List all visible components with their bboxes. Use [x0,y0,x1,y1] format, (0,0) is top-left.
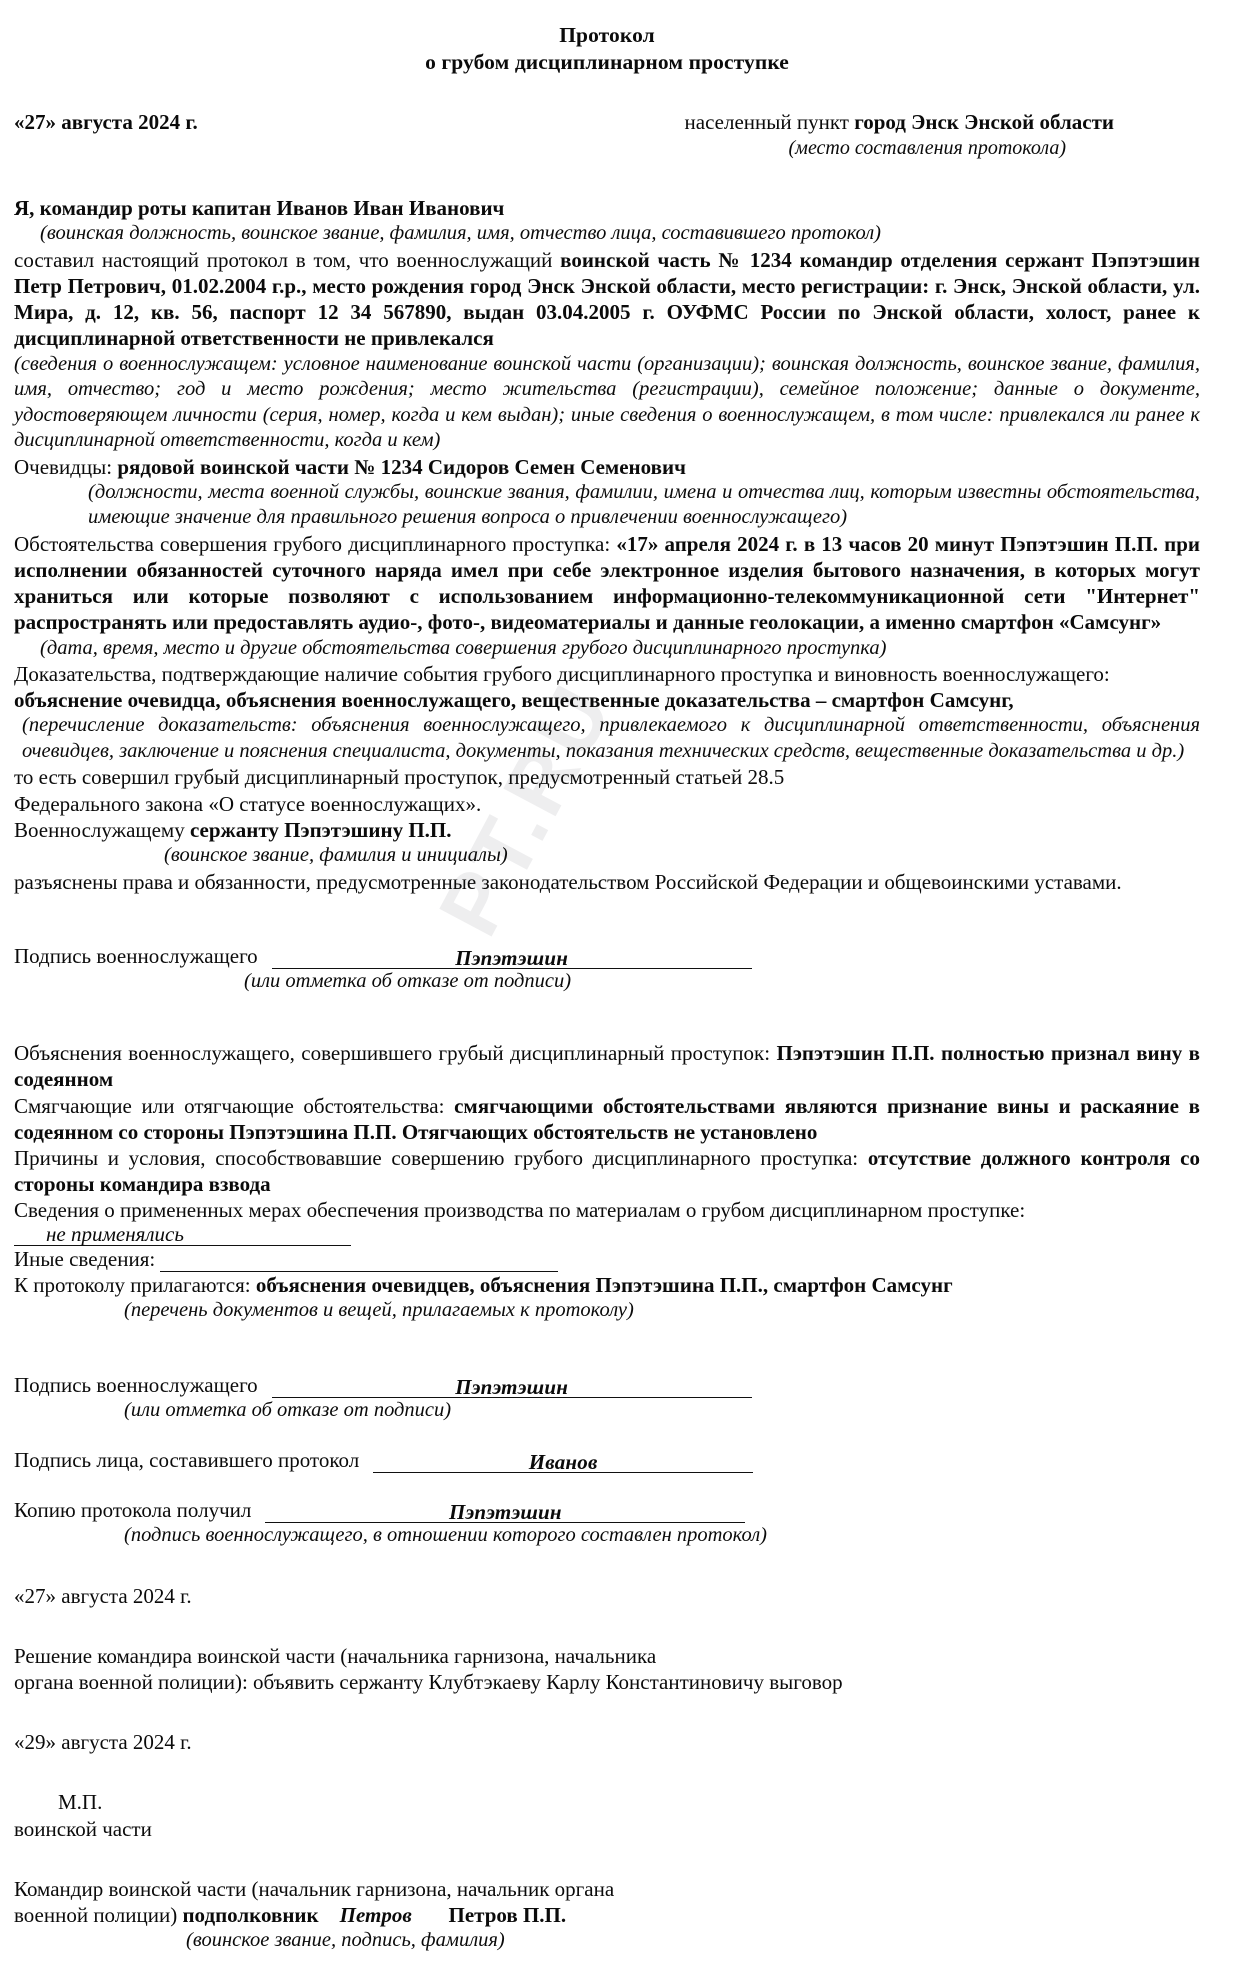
title-line-2: о грубом дисциплинарном проступке [425,50,789,74]
measures-label: Сведения о примененных мерах обеспечения производства по материалам о грубом дисциплинарном проступке: [14,1198,1026,1223]
evidence-label: Доказательства, подтверждающие наличие события грубого дисциплинарного проступка и виновность военнослужащего: [14,662,1110,687]
mitigating-value: смягчающими обстоятельствами являются признание вины и раскаяние в содеянном со стороны Пэпэтэшина П.П. Отягчающих обстоятельств не установлено [14,1093,1200,1144]
document-date: «27» августа 2024 г. [14,110,198,134]
decision-line-2-value: объявить сержанту Клубтэкаеву Карлу Константиновичу выговор [253,1669,843,1694]
article-line-1: то есть совершил грубый дисциплинарный проступок, предусмотренный статьей 28.5 [14,765,785,790]
subject-value: воинской часть № 1234 командир отделения сержант Пэпэтэшин Петр Петрович, 01.02.2004 г.р., место рождения город Энск Энской области, место регистрации: г. Энск, Энской области, ул. Мира, д. 12, кв. 56, паспорт 12 34 567890, выдан 03.04.2005 г. ОУФМС России по Энской области, холост, ранее к дисциплинарной ответственности не привлекался [14,247,1200,351]
witnesses-line [14,454,1200,480]
mitigating-paragraph [14,1093,1200,1145]
rights-subject [14,817,1200,843]
attachments-hint: (перечень документов и вещей, прилагаемых к протоколу) [124,1299,634,1322]
signature-2-hint: (или отметка об отказе от подписи) [124,1398,452,1421]
signature-row-1 [14,941,1200,969]
signature-2-label: Подпись военнослужащего [14,1372,258,1397]
title-line-1: Протокол [559,23,655,47]
circumstances-label: Обстоятельства совершения грубого дисциплинарного проступка: [14,531,617,556]
watermark: PT.RU [420,668,632,951]
measures-field[interactable] [14,1221,1200,1246]
evidence-value: объяснение очевидца, объяснения военнослужащего, вещественные доказательства – смартфон Самсунг, [14,688,1014,713]
evidence-hint: (перечисление доказательств: объяснения военнослужащего, привлекаемого к дисциплинарной ответственности, объяснения очевидцев, заключение и пояснения специалиста, документы, показания технических средств, вещественные доказательства и др.) [22,714,1200,762]
page-title [14,22,1200,76]
signature-3-field[interactable] [373,1445,753,1473]
explanations-paragraph [14,1040,1200,1092]
signature-row-4 [14,1495,1200,1523]
signature-4-field[interactable] [265,1495,745,1523]
witnesses-value: рядовой воинской части № 1234 Сидоров Семен Семенович [117,454,686,479]
commander-hint: (воинское звание, подпись, фамилия) [186,1929,505,1952]
document-place [685,109,1114,161]
other-info-field[interactable] [160,1253,558,1272]
causes-label: Причины и условия, способствовавшие совершению грубого дисциплинарного проступка: [14,1146,868,1171]
commander-rank: подполковник [182,1903,319,1927]
causes-value: отсутствие должного контроля со стороны командира взвода [14,1146,1200,1197]
circumstances-value: «17» апреля 2024 г. в 13 часов 20 минут Пэпэтэшин П.П. при исполнении обязанностей суточного наряда имел при себе электронное изделия бытового назначения, в которых могут храниться или которые позволяют с использованием информационно-телекоммуникационной сети "Интернет" распространять или предоставлять аудио-, фото-, видеоматериалы и данные геолокации, а именно смартфон «Самсунг» [14,531,1200,635]
signature-1-label: Подпись военнослужащего [14,943,258,968]
attachments-label: К протоколу прилагаются: [14,1272,256,1297]
signature-row-3 [14,1445,1200,1473]
commander-line-1: Командир воинской части (начальник гарнизона, начальник органа [14,1876,615,1901]
explanations-label: Объяснения военнослужащего, совершившего грубый дисциплинарный проступок: [14,1041,777,1066]
place-label: населенный пункт [684,110,855,134]
document-content [14,22,1200,1954]
other-info-row [14,1246,1200,1272]
explanations-value: Пэпэтэшин П.П. полностью признал вину в содеянном [14,1041,1201,1092]
signature-2-name: Пэпэтэшин [455,1374,569,1399]
compiler-line: Я, командир роты капитан Иванов Иван Иванович [14,196,505,220]
date-received: «27» августа 2024 г. [14,1583,192,1608]
witnesses-hint: (должности, места военной службы, воинские звания, фамилии, имена и отчества лиц, которым известны обстоятельства, имеющие значение для правильного решения вопроса о привлечении военнослужащего) [88,480,1200,529]
decision-line-2 [14,1669,1200,1695]
stamp-unit: воинской части [14,1816,152,1841]
commander-line-2 [14,1902,1200,1928]
subject-lead: составил настоящий протокол в том, что военнослужащий [14,247,561,272]
rights-value: сержанту Пэпэтэшину П.П. [189,817,452,842]
causes-paragraph [14,1145,1200,1197]
rights-lead: Военнослужащему [14,817,190,842]
commander-line-2-label: военной полиции) [14,1903,183,1927]
signature-4-hint: (подпись военнослужащего, в отношении которого составлен протокол) [124,1524,767,1547]
stamp-mp: М.П. [58,1790,103,1815]
article-line-2: Федерального закона «О статусе военнослужащих». [14,791,482,816]
signature-2-field[interactable] [272,1370,752,1398]
rights-hint: (воинское звание, фамилия и инициалы) [164,844,508,867]
mitigating-label: Смягчающие или отягчающие обстоятельства: [14,1093,455,1118]
place-value: город Энск Энской области [854,110,1114,134]
signature-3-name: Иванов [528,1450,598,1475]
signature-1-hint: (или отметка об отказе от подписи) [244,969,572,992]
rights-line: разъяснены права и обязанности, предусмотренные законодательством Российской Федерации и общевоинскими уставами. [14,869,1122,894]
signature-row-2 [14,1370,1200,1398]
commander-fio: Петров П.П. [448,1903,567,1927]
circumstances-paragraph [14,531,1200,636]
place-hint: (место составления протокола) [788,137,1066,159]
subject-paragraph [14,247,1200,352]
signature-1-name: Пэпэтэшин [455,945,569,970]
other-info-label: Иные сведения: [14,1246,156,1271]
signature-4-label: Копию протокола получил [14,1498,252,1523]
signature-3-label: Подпись лица, составившего протокол [14,1448,360,1473]
commander-signature: Петров [339,1903,412,1927]
circumstances-hint: (дата, время, место и другие обстоятельства совершения грубого дисциплинарного проступка) [40,636,887,659]
signature-4-name: Пэпэтэшин [448,1500,562,1525]
measures-rule-right [186,1224,351,1246]
subject-hint: (сведения о военнослужащем: условное наименование воинской части (организации); воинская должность, воинское звание, фамилия, имя, отчество; год и место рождения; место жительства (регистрации), семейное положение; данные о документе, удостоверяющем личности (серия, номер, когда и кем выдан); иные сведения о военнослужащем, в том числе: привлекался ли ранее к дисциплинарной ответственности, когда и кем) [14,352,1200,452]
measures-value: не применялись [46,1221,184,1246]
signature-1-field[interactable] [272,941,752,969]
compiler-hint: (воинская должность, воинское звание, фамилия, имя, отчество лица, составившего протокол) [40,222,882,245]
attachments-row [14,1272,1200,1298]
attachments-value: объяснения очевидцев, объяснения Пэпэтэшина П.П., смартфон Самсунг [255,1272,953,1297]
witnesses-label: Очевидцы: [14,454,118,479]
measures-rule-left [14,1224,44,1246]
decision-line-2-label: органа военной полиции): [14,1669,254,1694]
date-decision: «29» августа 2024 г. [14,1730,192,1755]
header-row [14,109,1200,161]
decision-line-1: Решение командира воинской части (начальника гарнизона, начальника [14,1643,657,1668]
